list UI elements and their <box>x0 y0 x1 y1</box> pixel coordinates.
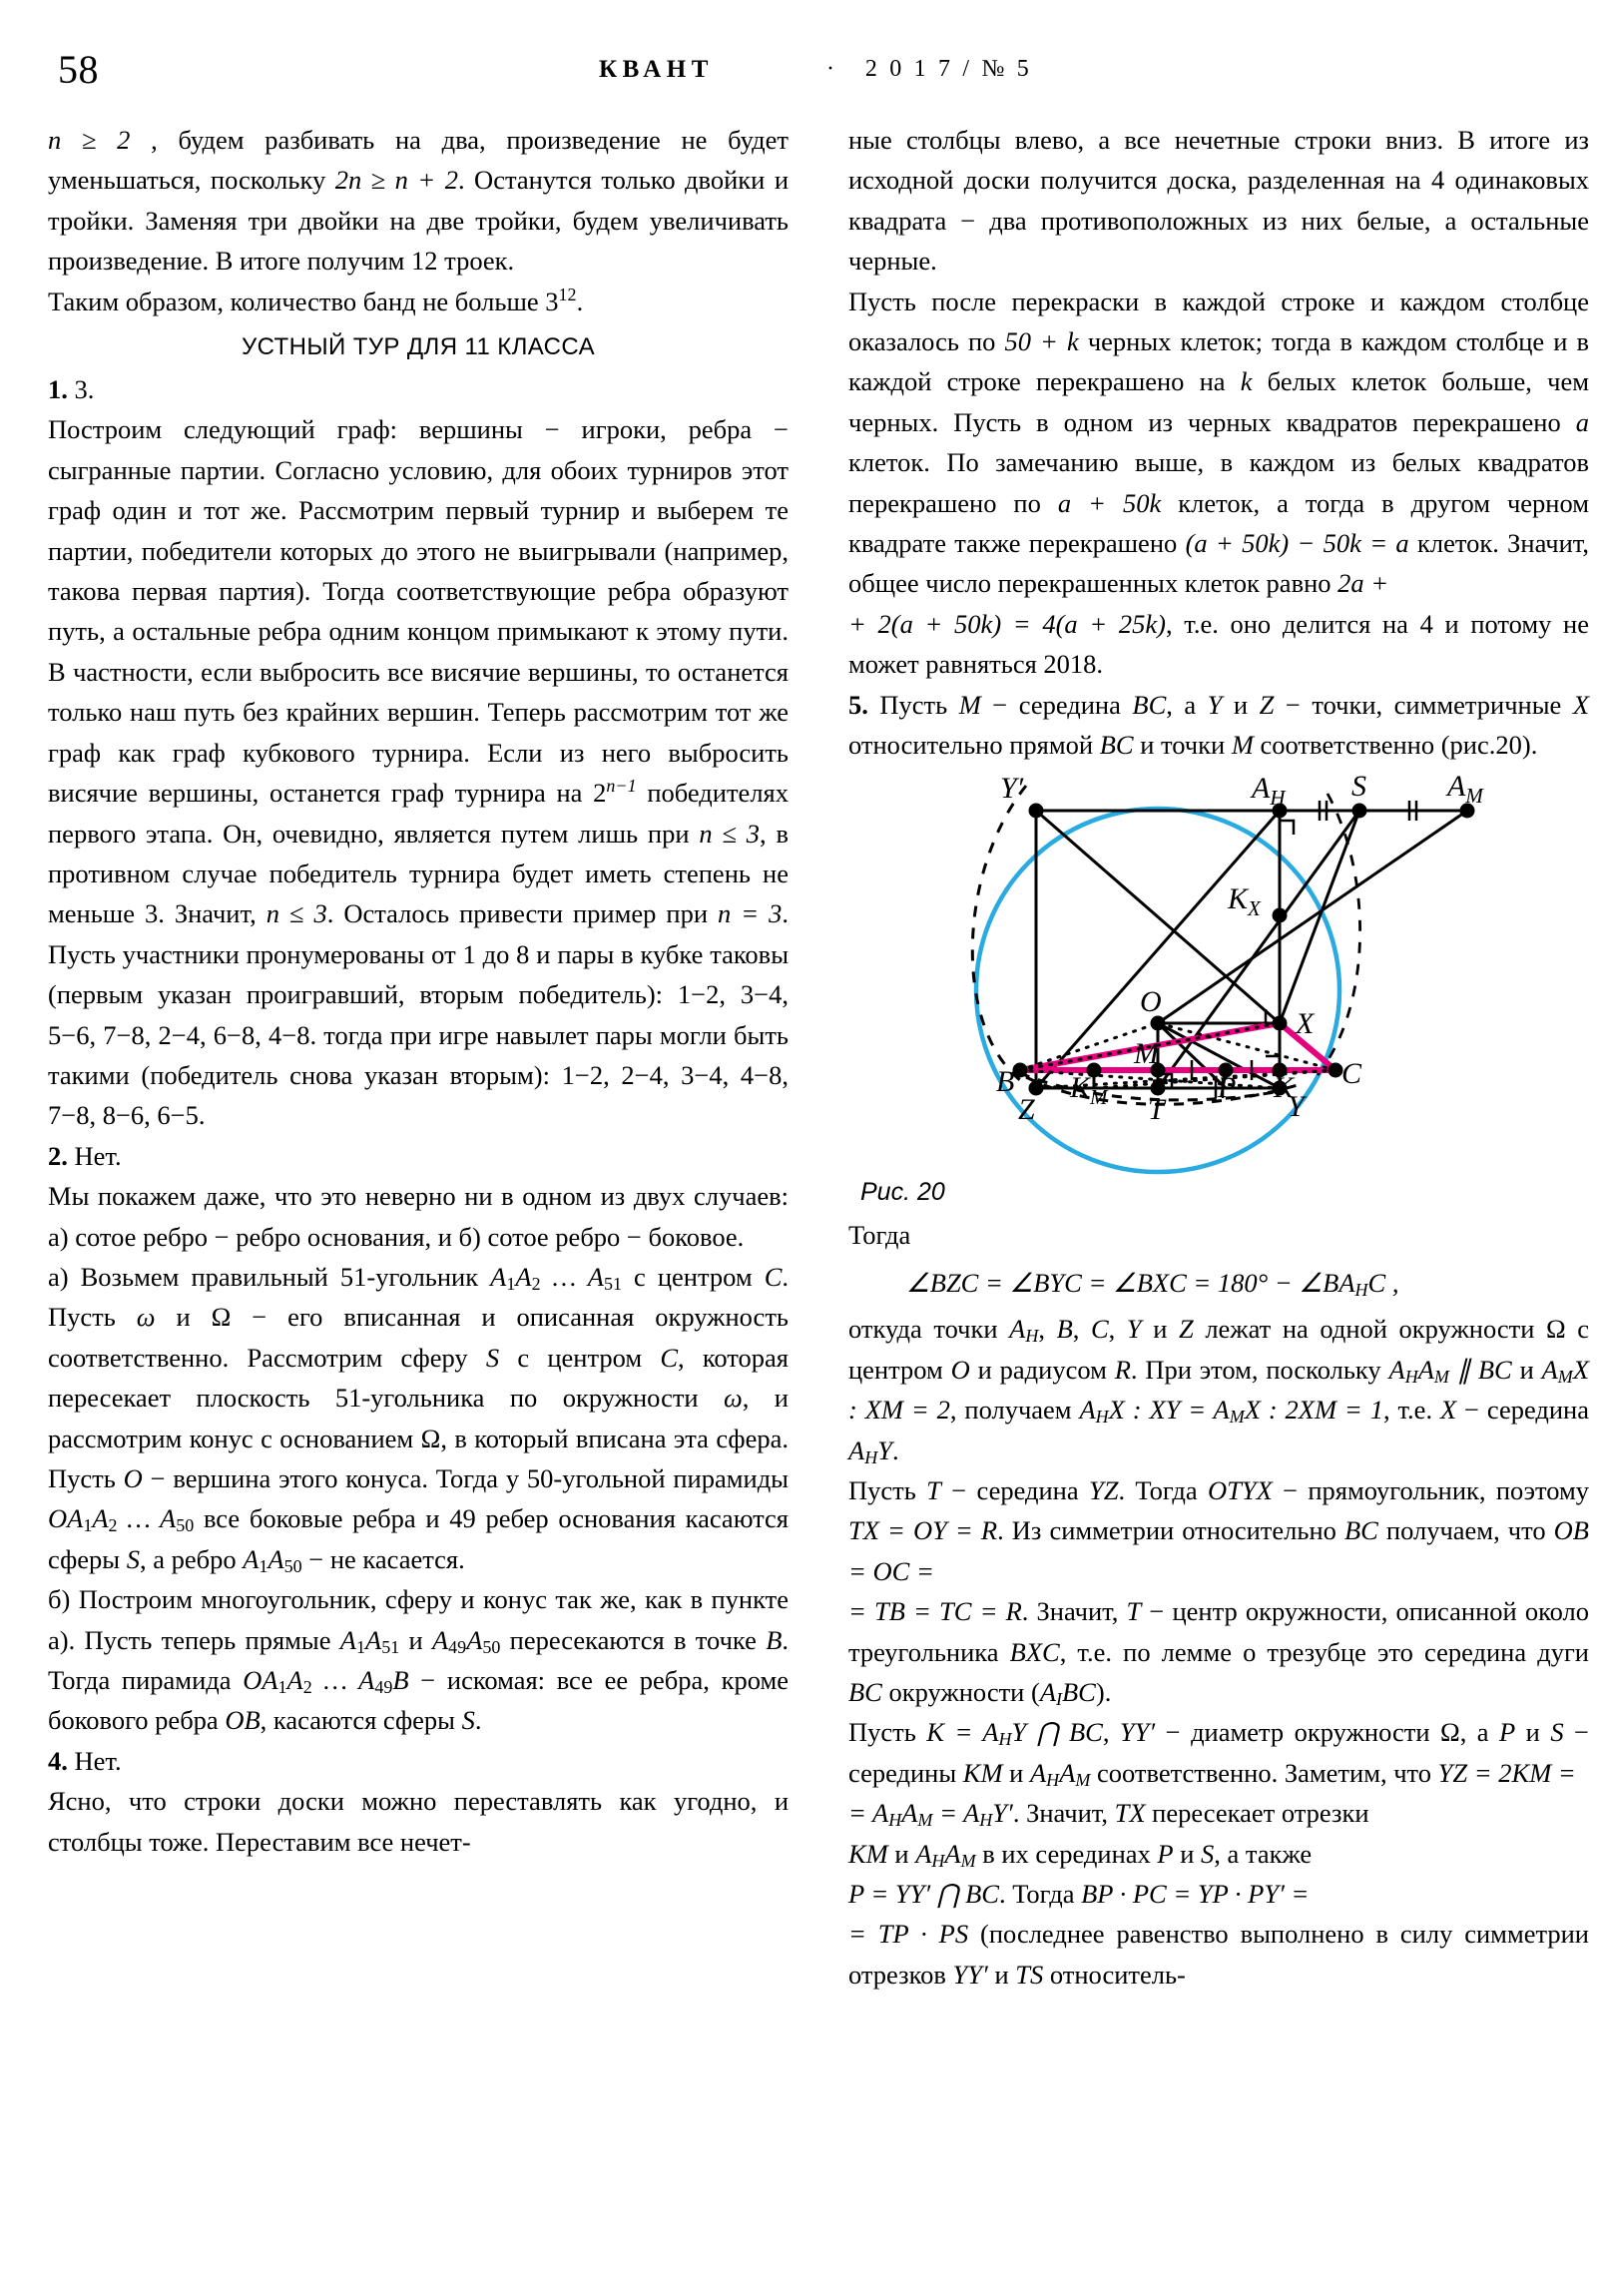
case-b-text-4: . Тогда пирамида <box>48 1624 789 1696</box>
label-B: B <box>996 1064 1015 1098</box>
math-YZ-1: YZ <box>1088 1474 1119 1505</box>
label-K: K <box>1274 1070 1295 1104</box>
rp3-d: , <box>1108 1314 1127 1345</box>
problem-2-case-a <box>48 1257 789 1579</box>
right-paragraph-5 <box>848 1712 1589 1995</box>
label-Z: Z <box>1018 1092 1035 1126</box>
case-a-text-8: , и рассмотрим конус с основанием <box>48 1383 789 1453</box>
exponent-12: 12 <box>558 284 577 304</box>
rp4-k: ). <box>1095 1676 1112 1707</box>
rp4-g: . Значит, <box>1021 1596 1127 1627</box>
section-heading: УСТНЫЙ ТУР ДЛЯ 11 КЛАССА <box>241 333 596 361</box>
math-pyramid-OA: $OA_1A_2$ … $A_{50}$ <box>48 1503 195 1536</box>
rp4-b: − середина <box>940 1474 1089 1505</box>
rp5-c: − диаметр окружности <box>1155 1717 1440 1748</box>
issue-info <box>826 56 1032 83</box>
rp4-c: . Тогда <box>1118 1474 1208 1505</box>
label-T: T <box>1148 1092 1165 1126</box>
rp5-b: , <box>1102 1717 1120 1748</box>
label-X: X <box>1296 1006 1315 1040</box>
problem-2-number: 2. <box>48 1140 68 1171</box>
math-S-2: S <box>1201 1838 1215 1869</box>
figure-20 <box>848 776 1589 1215</box>
math-polygon-a51: $A_1A_2$ … $A_{51}$ <box>490 1261 622 1294</box>
problem-5-text-d: и <box>1222 689 1260 720</box>
math-P-YY-BC: P = YY′ ⋂ BC <box>848 1879 999 1909</box>
problem-5-text-e: − точки, симметричные <box>1274 689 1573 720</box>
math-a-50k-minus: (a + 50k) − 50k = a <box>1185 528 1409 559</box>
math-T-1: T <box>926 1474 941 1505</box>
math-omega-big: Ω <box>211 1302 232 1333</box>
point-KX <box>1273 907 1288 922</box>
rp3-e: и <box>1141 1314 1179 1345</box>
rp3-m: − середина <box>1456 1395 1589 1426</box>
right-text-2a: Пусть после перекраски в каждой строке и каждом столбце оказалось по <box>848 286 1589 357</box>
problem-1-answer: 3. <box>74 374 95 405</box>
problem-1-text-b: победителях первого этапа. Он, очевидно, является путем лишь при <box>48 778 789 849</box>
math-sphere-S3: S <box>461 1705 475 1736</box>
problem-2-case-b <box>48 1579 789 1741</box>
dashed-arc-right <box>1318 794 1360 1075</box>
problem-2-answer: Нет. <box>74 1140 122 1171</box>
math-Y-1: Y <box>1126 1314 1142 1345</box>
math-M-midpoint: M <box>958 689 981 720</box>
rp5-d: , а <box>1459 1717 1500 1748</box>
math-TP-PS: = TP · PS <box>848 1919 969 1950</box>
rp3-n: . <box>891 1435 899 1465</box>
math-C-1: C <box>1090 1314 1109 1345</box>
case-b-text-1: б) Построим многоугольник, сферу и конус так же, как в пункте а). Пусть теперь прямые <box>48 1584 789 1655</box>
problem-2 <box>48 1136 789 1176</box>
case-a-text-7: , которая пересекает плоскость 51-угольника по окружности <box>48 1342 789 1414</box>
label-AH: $A_H$ <box>1252 775 1286 810</box>
problem-5-text-g: и точки <box>1133 730 1232 761</box>
rp5-n: , а также <box>1214 1838 1313 1869</box>
rp3-l: , т.е. <box>1382 1395 1440 1426</box>
math-AHAM-AHY: = $A_HA_M = A_HY'$ <box>848 1798 1013 1831</box>
problem-5-text-f: относительно прямой <box>848 730 1100 761</box>
case-a-text-6: с центром <box>499 1342 661 1373</box>
math-YZ-2KM: YZ = 2KM = <box>1437 1757 1576 1788</box>
rp3-c: , <box>1072 1314 1091 1345</box>
label-Yprime: Y′ <box>1000 775 1024 805</box>
problem-5 <box>848 685 1589 766</box>
math-a-plus-50k: a + 50k <box>1057 487 1162 518</box>
math-apex-O: O <box>123 1463 143 1493</box>
problem-1 <box>48 369 789 409</box>
rp3-g: с центром <box>848 1314 1590 1385</box>
math-AH-1-sub: H <box>1025 1326 1039 1347</box>
problem-4-answer: Нет. <box>74 1745 122 1776</box>
math-pow-base: 2 <box>593 778 607 809</box>
rp3-b: , <box>1038 1314 1057 1345</box>
problem-4-text: Ясно, что строки доски можно переставлять как угодно, и столбцы тоже. Переставим все нечет- <box>48 1786 789 1857</box>
math-TS-1: TS <box>1015 1959 1044 1990</box>
rp4-a: Пусть <box>848 1474 927 1505</box>
rp4-f: получаем, что <box>1377 1515 1554 1546</box>
right-paragraph-4 <box>848 1470 1589 1712</box>
math-k: k <box>1240 366 1253 397</box>
journal-title: КВАНТ <box>599 56 714 83</box>
paragraph-continuation <box>48 120 789 282</box>
formula-angles-sub: H <box>1354 1279 1368 1300</box>
math-T-2: T <box>1126 1596 1142 1627</box>
math-AMX-XM: $A_MX$ : XM = 2 <box>848 1354 1589 1426</box>
label-KM: $K_M$ <box>1070 1070 1108 1109</box>
case-b-text-5: − искомая: все ее ребра, кроме бокового ребра <box>48 1665 790 1736</box>
math-P-2: P <box>1157 1838 1174 1869</box>
math-2a-plus: 2a + <box>1337 568 1389 599</box>
rp5-l: в их серединах <box>975 1838 1158 1869</box>
problem-4-number: 4. <box>48 1745 68 1776</box>
rp5-f: − середины <box>848 1717 1589 1788</box>
math-Z-point: Z <box>1259 689 1275 720</box>
right-paragraph-1 <box>848 120 1589 282</box>
problem-5-number: 5. <box>848 689 868 720</box>
case-a-text-4: и <box>155 1302 212 1333</box>
rp5-r: относитель- <box>1043 1959 1186 1990</box>
math-AH-1: A <box>1009 1314 1026 1345</box>
after-figure-text: Тогда <box>848 1219 911 1250</box>
issue-number: 2 0 1 7 / № 5 <box>864 56 1032 82</box>
rp3-i: . При этом, поскольку <box>1130 1354 1389 1385</box>
rp5-g: и <box>1002 1757 1030 1788</box>
math-2n-ge-n2: 2n ≥ n + 2 <box>334 165 458 196</box>
issue-separator-dot: · <box>826 56 838 82</box>
math-4a-25k: + 2(a + 50k) = 4(a + 25k) <box>848 608 1166 639</box>
label-M: M <box>1134 1036 1159 1070</box>
rp3-j: и <box>1511 1354 1542 1385</box>
math-TB-TC-R: = TB = TC = R <box>848 1596 1022 1627</box>
math-line-A1A51: $A_1A_{51}$ <box>339 1624 400 1657</box>
label-O: O <box>1140 984 1162 1018</box>
case-a-text-13: − не касается. <box>301 1543 465 1574</box>
math-omega-small: ω <box>136 1302 156 1333</box>
problem-5-text-b: − середина <box>980 689 1133 720</box>
math-omega-big-2: Ω <box>420 1423 441 1453</box>
math-BXC: BXC <box>1009 1636 1060 1667</box>
math-BC-4: BC <box>848 1676 882 1707</box>
point-B <box>1013 1062 1028 1077</box>
right-text-2e: клеток, а тогда в другом черном квадрате также перекрашено <box>848 487 1589 559</box>
math-point-B: B <box>766 1624 783 1655</box>
problem-1-number: 1. <box>48 374 68 405</box>
math-sphere-S: S <box>485 1342 500 1373</box>
problem-2-text: Мы покажем даже, что это неверно ни в одном из двух случаев: а) сотое ребро − ребро основания, и б) сотое ребро − боковое. <box>48 1181 789 1252</box>
paragraph-text-2-tail: . <box>576 286 584 316</box>
rp4-j: окружности ( <box>881 1676 1040 1707</box>
math-BP-PC: BP · PC = YP · PY′ = <box>1081 1879 1310 1909</box>
math-X-point: X <box>1572 689 1589 720</box>
math-AHY: $A_HY$ <box>848 1435 892 1467</box>
math-KM-2: KM <box>848 1838 888 1869</box>
problem-5-text-c: , а <box>1166 689 1208 720</box>
math-OTYX: OTYX <box>1207 1474 1273 1505</box>
problem-4-solution <box>48 1781 789 1862</box>
math-BC-3: BC <box>1343 1515 1378 1546</box>
right-text-2c: белых клеток больше, чем черных. Пусть в одном из черных квадратов перекрашено <box>848 366 1589 437</box>
math-AHAM-par: $A_HA_M$ ∥ BC <box>1388 1354 1512 1387</box>
math-BC-seg: BC <box>1132 689 1167 720</box>
label-C: C <box>1341 1056 1362 1090</box>
point-X <box>1273 1015 1288 1030</box>
math-X-2: X <box>1439 1395 1457 1426</box>
math-line-A49A50: $A_{49}A_{50}$ <box>431 1624 501 1657</box>
line-X-S <box>1280 811 1359 1023</box>
problem-1-text-d: . Осталось привести пример при <box>326 898 718 929</box>
rp5-o: . Тогда <box>998 1879 1082 1909</box>
rp5-k: и <box>887 1838 916 1869</box>
rp4-i: , т.е. по лемме о трезубце это середина дуги <box>1059 1636 1589 1667</box>
case-a-text-10: − вершина этого конуса. Тогда у 50-угольной пирамиды <box>142 1463 789 1493</box>
math-AHAM-2: $A_HA_M$ <box>915 1838 976 1871</box>
rp3-f: лежат на одной окружности <box>1193 1314 1546 1345</box>
case-a-text-3: . Пусть <box>48 1261 789 1333</box>
figure-20-drawing <box>848 776 1589 1175</box>
case-a-text-12: , а ребро <box>139 1543 244 1574</box>
case-b-text-7: . <box>474 1705 482 1736</box>
rp5-h: соответственно. Заметим, что <box>1090 1757 1438 1788</box>
math-Y-point: Y <box>1207 689 1223 720</box>
label-AM: $A_M$ <box>1447 775 1483 808</box>
problem-4 <box>48 1741 789 1781</box>
math-KM-1: KM <box>962 1757 1003 1788</box>
figure-caption: Рис. 20 <box>860 1178 945 1207</box>
paragraph-text-1b: . Останутся только двойки и тройки. Заменяя три двойки на две тройки, будем увеличивать произведение. В итоге получим 12 троек. <box>48 165 789 277</box>
point-S <box>1352 803 1367 818</box>
math-BC-line: BC <box>1099 730 1134 761</box>
paragraph-text-1: , будем разбивать на два, произведение не будет уменьшаться, поскольку <box>48 125 790 196</box>
point-Yprime <box>1029 803 1044 818</box>
right-text-2b: черных клеток; тогда в каждом столбце и в каждой строке перекрашено на <box>848 326 1589 397</box>
math-sphere-S2: S <box>126 1543 140 1574</box>
right-paragraph-3 <box>848 1309 1589 1470</box>
case-a-text-1: а) Возьмем правильный 51-угольник <box>48 1261 491 1292</box>
math-AHAM-1: $A_HA_M$ <box>1029 1757 1091 1790</box>
rp5-e: и <box>1515 1717 1551 1748</box>
case-a-text-9: , в который вписана эта сфера. Пусть <box>48 1423 789 1493</box>
right-text-2d: клеток. По замечанию выше, в каждом из белых квадратов перекрашено по <box>848 447 1589 518</box>
paragraph-text-2: Таким образом, количество банд не больше 3 <box>48 286 559 316</box>
math-B-1: B <box>1056 1314 1073 1345</box>
math-AHX-XY: $A_HX$ : XY = $A_MX$ : 2XM = 1 <box>1079 1395 1383 1428</box>
math-edge-OB: OB <box>225 1705 261 1736</box>
math-n-eq-3: n = 3 <box>718 898 783 929</box>
rp5-j: пересекает отрезки <box>1145 1798 1369 1829</box>
label-S: S <box>1351 775 1366 803</box>
rp5-a: Пусть <box>848 1717 927 1748</box>
problem-2-solution <box>48 1176 789 1257</box>
math-n-le-3-b: n ≤ 3 <box>266 898 327 929</box>
formula-angles-tail: C , <box>1367 1267 1399 1298</box>
case-a-text-11: все боковые ребра и 49 ребер основания касаются сферы <box>48 1503 789 1574</box>
right-paragraph-2 <box>848 282 1589 685</box>
rp4-d: − прямоугольник, поэтому <box>1272 1474 1589 1505</box>
left-column <box>48 120 789 1862</box>
problem-5-text-a: Пусть <box>879 689 959 720</box>
math-pyramid-OAB: $OA_1A_2$ … $A_{49}B$ <box>243 1665 409 1697</box>
problem-1-text-c: , в противном случае победитель турнира будет иметь степень не меньше 3. Значит, <box>48 818 790 929</box>
problem-1-text-e: . Пусть участники пронумерованы от 1 до 8 и пары в кубке таковы (первым указан проигравший, вторым победитель): 1−2, 3−4, 5−6, 7−8, 2−4, 6−8, 4−8. тогда при игре навылет пары могли быть такими (победитель снова указан вторым): 1−2, 2−4, 3−4, 4−8, 7−8, 8−6, 6−5. <box>48 898 789 1131</box>
math-S-1: S <box>1550 1717 1564 1748</box>
math-M-point-2: M <box>1231 730 1254 761</box>
rp5-i: . Значит, <box>1012 1798 1115 1829</box>
math-K-def: $K = A_HY$ ⋂ BC <box>926 1717 1103 1750</box>
math-Omega-1: Ω <box>1545 1314 1566 1345</box>
math-TX-OY-R: TX = OY = R <box>848 1515 998 1546</box>
math-YYprime-2: YY′ <box>952 1959 988 1990</box>
math-omega-small-2: ω <box>724 1383 743 1414</box>
rp5-m: и <box>1173 1838 1202 1869</box>
page-number: 58 <box>58 47 99 92</box>
after-figure-intro <box>848 1215 1589 1255</box>
problem-1-solution <box>48 409 789 1135</box>
case-a-text-5: − его вписанная и описанная окружность соответственно. Рассмотрим сферу <box>48 1302 789 1373</box>
rp4-h: − центр окружности, описанной около треугольника <box>848 1596 1589 1667</box>
math-n-le-3-a: n ≤ 3 <box>699 818 761 849</box>
formula-angles <box>848 1263 1589 1303</box>
math-TX-1: TX <box>1114 1798 1146 1829</box>
math-P-1: P <box>1499 1717 1516 1748</box>
rp3-a: откуда точки <box>848 1314 1010 1345</box>
math-YYprime-1: YY′ <box>1119 1717 1156 1748</box>
right-text-1: ные столбцы влево, а все нечетные строки вниз. В итоге из исходной доски получится доска, разделенная на 4 одинаковых квадрата − два противоположных из них белые, а остальные черные. <box>848 125 1589 277</box>
right-text-2g: , т.е. оно делится на 4 и потому не может равняться 2018. <box>848 608 1590 680</box>
label-Y: Y <box>1288 1089 1305 1123</box>
line-O-AM <box>1158 811 1467 1023</box>
math-center-C2: C <box>660 1342 679 1373</box>
case-b-text-2: и <box>399 1624 432 1655</box>
math-edge-A1A50: $A_1A_{50}$ <box>243 1543 302 1576</box>
case-b-text-6: , касаются сферы <box>260 1705 462 1736</box>
rp5-q: и <box>987 1959 1016 1990</box>
math-R-1: R <box>1114 1354 1131 1385</box>
right-column <box>848 120 1589 1995</box>
rp4-e: . Из симметрии относительно <box>997 1515 1344 1546</box>
label-KX: $K_X$ <box>1228 881 1261 920</box>
label-P: P <box>1218 1070 1237 1104</box>
case-a-text-2: с центром <box>621 1261 765 1292</box>
math-n-ge-2: n ≥ 2 <box>48 125 131 155</box>
math-AIBC: $A_IBC$ <box>1039 1676 1096 1709</box>
math-Omega-2: Ω <box>1439 1717 1460 1748</box>
math-center-C: C <box>764 1261 783 1292</box>
math-O-1: O <box>950 1354 970 1385</box>
rp5-p: (последнее равенство выполнено в силу симметрии отрезков <box>848 1919 1589 1990</box>
case-b-text-3: пересекаются в точке <box>500 1624 767 1655</box>
problem-5-text-h: соответственно (рис.20). <box>1253 730 1538 761</box>
rp3-k: , получаем <box>949 1395 1080 1426</box>
math-a: a <box>1575 406 1589 437</box>
formula-angles-main: ∠BZC = ∠BYC = ∠BXC = 180° − ∠BA <box>906 1267 1355 1298</box>
math-pow-exp: n−1 <box>606 776 637 797</box>
paragraph-bands <box>48 282 789 321</box>
right-angle-AH <box>1280 821 1294 835</box>
running-head <box>0 30 1597 90</box>
math-Z-1: Z <box>1178 1314 1194 1345</box>
rp3-h: и радиусом <box>969 1354 1115 1385</box>
problem-1-text-a: Построим следующий граф: вершины − игроки, ребра − сыгранные партии. Согласно условию, для обоих турниров этот граф один и тот же. Рассмотрим первый турнир и выберем те партии, победители которых до этого не выигрывали (например, такова первая партия). Тогда соответствующие ребра образуют путь, а остальные ребра одним концом примыкают к этому пути. В частности, если выбросить все висячие вершины, то останется только наш путь без крайних вершин. Теперь рассмотрим тот же граф как граф кубкового турнира. Если из него выбросить висячие вершины, останется граф турнира на <box>48 414 789 809</box>
math-50-plus-k: 50 + k <box>1004 326 1079 357</box>
right-text-2f: клеток. Значит, общее число перекрашенных клеток равно <box>848 528 1590 599</box>
math-OB-OC: OB = OC = <box>848 1515 1589 1586</box>
